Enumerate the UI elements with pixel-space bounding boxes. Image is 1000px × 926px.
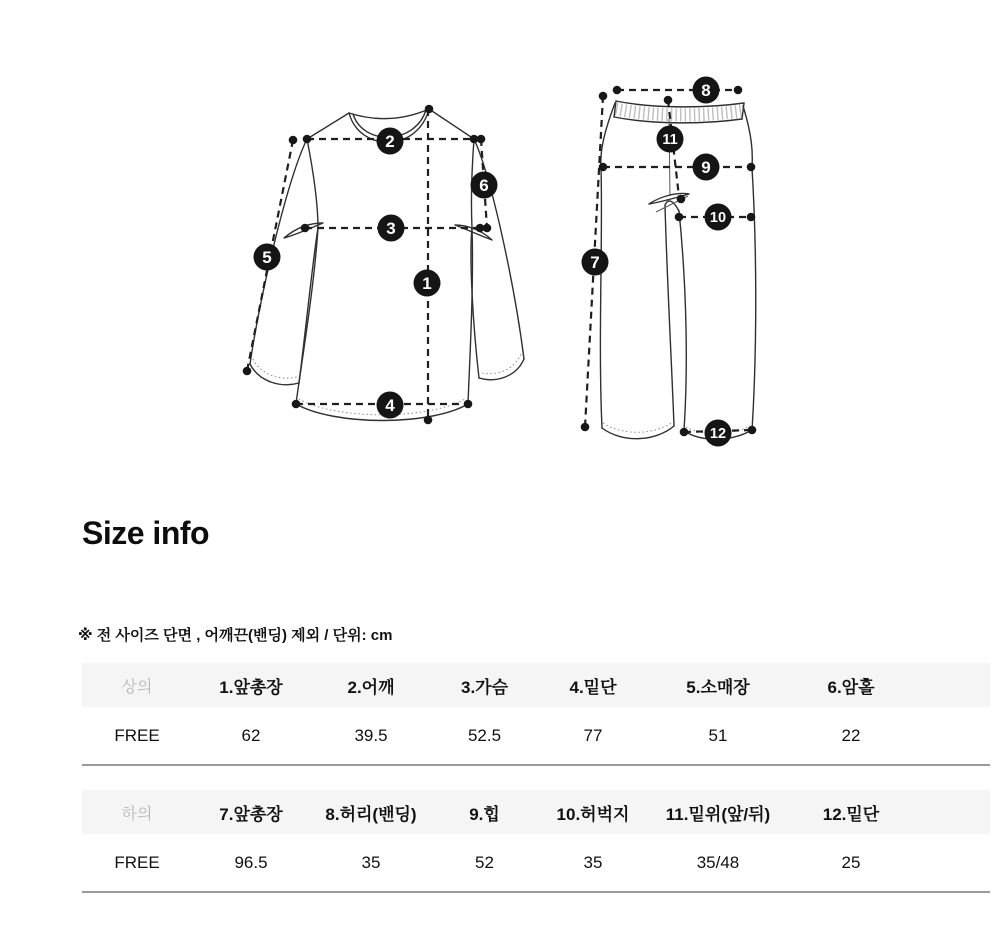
svg-text:8: 8 (701, 81, 711, 100)
col-header-armhole: 6.암홀 (787, 663, 915, 707)
svg-text:3: 3 (386, 219, 396, 238)
value-hem: 77 (537, 707, 649, 765)
measure-badge-10 (705, 204, 732, 231)
size-table-bottom (82, 790, 990, 893)
value-front-length: 62 (192, 707, 310, 765)
value-shoulder: 39.5 (310, 707, 432, 765)
col-header-pants-length: 7.앞총장 (192, 790, 310, 834)
measure-badge-8 (693, 77, 720, 104)
measure-badge-7 (582, 249, 609, 276)
col-header-waist: 8.허리(밴딩) (310, 790, 432, 834)
table-top-data-row (82, 707, 990, 765)
value-filler (915, 834, 990, 892)
svg-text:9: 9 (701, 158, 711, 177)
svg-text:4: 4 (385, 396, 395, 415)
col-header-chest: 3.가슴 (432, 663, 537, 707)
measure-badge-6 (471, 172, 498, 199)
value-rise: 35/48 (649, 834, 787, 892)
shirt-diagram (243, 105, 524, 425)
value-thigh: 35 (537, 834, 649, 892)
col-header-filler (915, 663, 990, 707)
value-filler (915, 707, 990, 765)
svg-text:5: 5 (262, 248, 272, 267)
measure-badge-9 (693, 154, 720, 181)
size-label: FREE (82, 834, 192, 892)
table-top-header-row (82, 663, 990, 707)
svg-text:10: 10 (709, 210, 727, 226)
col-header-thigh: 10.허벅지 (537, 790, 649, 834)
col-header-hem: 4.밑단 (537, 663, 649, 707)
value-chest: 52.5 (432, 707, 537, 765)
measure-badge-2 (377, 128, 404, 155)
value-waist: 35 (310, 834, 432, 892)
size-label: FREE (82, 707, 192, 765)
measure-badge-12 (705, 420, 732, 447)
svg-text:7: 7 (590, 253, 600, 272)
value-armhole: 22 (787, 707, 915, 765)
table-bottom-label: 하의 (82, 790, 192, 834)
col-header-shoulder: 2.어깨 (310, 663, 432, 707)
value-leg-hem: 25 (787, 834, 915, 892)
measure-badge-11 (657, 126, 684, 153)
size-table-top (82, 663, 990, 766)
measure-badge-5 (254, 244, 281, 271)
col-header-filler (915, 790, 990, 834)
pants-diagram (581, 77, 757, 447)
col-header-rise: 11.밑위(앞/뒤) (649, 790, 787, 834)
value-hip: 52 (432, 834, 537, 892)
value-pants-length: 96.5 (192, 834, 310, 892)
svg-text:12: 12 (709, 426, 727, 442)
shirt-measure-dots (243, 105, 492, 425)
svg-text:1: 1 (422, 274, 432, 293)
col-header-sleeve: 5.소매장 (649, 663, 787, 707)
measure-badge-3 (378, 215, 405, 242)
value-sleeve: 51 (649, 707, 787, 765)
size-note: ※ 전 사이즈 단면 , 어깨끈(밴딩) 제외 / 단위: cm (78, 627, 393, 644)
col-header-front-length: 1.앞총장 (192, 663, 310, 707)
svg-text:6: 6 (479, 176, 489, 195)
col-header-leg-hem: 12.밑단 (787, 790, 915, 834)
table-bottom-data-row (82, 834, 990, 892)
table-top-label: 상의 (82, 663, 192, 707)
svg-text:2: 2 (385, 132, 395, 151)
col-header-hip: 9.힙 (432, 790, 537, 834)
measure-badge-1 (414, 270, 441, 297)
page-title: Size info (82, 515, 210, 551)
measure-badge-4 (377, 392, 404, 419)
svg-text:11: 11 (662, 132, 678, 148)
table-bottom-header-row (82, 790, 990, 834)
